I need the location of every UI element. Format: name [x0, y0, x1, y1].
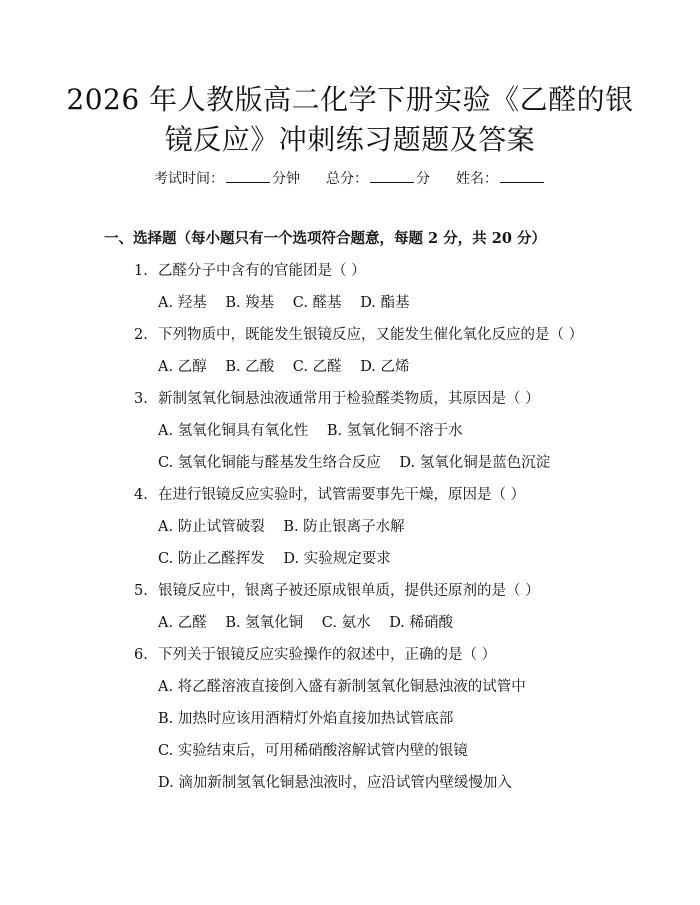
- question-text: 新制氢氧化铜悬浊液通常用于检验醛类物质，其原因是（ ）: [158, 391, 540, 407]
- option-c: C. 防止乙醛挥发: [158, 551, 265, 567]
- question-number: 6.: [134, 647, 148, 663]
- option-b: B. 乙酸: [225, 359, 275, 375]
- question-number: 2.: [134, 327, 148, 343]
- option-d: D. 酯基: [360, 295, 410, 311]
- question-3-options-row-2: [158, 452, 564, 474]
- question-6-option-a: [158, 676, 540, 698]
- question-5-options: [158, 612, 467, 634]
- question-6-option-d: [158, 772, 526, 794]
- option-b: B. 氢氧化铜: [225, 615, 304, 631]
- question-1-options: [158, 292, 424, 314]
- question-text: 下列关于银镜反应实验操作的叙述中，正确的是（ ）: [158, 647, 497, 663]
- question-4-options-row-1: [158, 516, 419, 538]
- question-1: [134, 260, 366, 282]
- option-d: D. 氢氧化铜是蓝色沉淀: [399, 455, 551, 471]
- question-6-option-b: [158, 708, 467, 730]
- total-score-unit: 分: [416, 171, 430, 187]
- option-a: A. 乙醛: [158, 615, 207, 631]
- question-3: [134, 388, 540, 410]
- question-text: 下列物质中，既能发生银镜反应，又能发生催化氧化反应的是（ ）: [158, 327, 584, 343]
- title-line-2: 镜反应》冲刺练习题题及答案: [164, 123, 536, 156]
- option-c: C. 醛基: [292, 295, 342, 311]
- option-a: A. 将乙醛溶液直接倒入盛有新制氢氧化铜悬浊液的试管中: [158, 679, 526, 695]
- option-d: D. 滴加新制氢氧化铜悬浊液时，应沿试管内壁缓慢加入: [158, 775, 512, 791]
- question-number: 5.: [134, 583, 148, 599]
- option-c: C. 实验结束后，可用稀硝酸溶解试管内壁的银镜: [158, 743, 468, 759]
- name-blank: [500, 168, 544, 183]
- option-a: A. 羟基: [158, 295, 207, 311]
- exam-time-unit: 分钟: [272, 171, 300, 187]
- total-score-label: 总分：: [326, 171, 368, 187]
- question-2-options: [158, 356, 424, 378]
- exam-time-field: [154, 168, 300, 189]
- option-b: B. 加热时应该用酒精灯外焰直接加热试管底部: [158, 711, 454, 727]
- option-a: A. 防止试管破裂: [158, 519, 265, 535]
- option-b: B. 氢氧化铜不溶于水: [326, 423, 463, 439]
- question-2: [134, 324, 583, 346]
- question-number: 4.: [134, 487, 148, 503]
- section-title: 一、选择题（每小题只有一个选项符合题意，每题 2 分，共 20 分）: [104, 230, 546, 247]
- option-d: D. 稀硝酸: [389, 615, 454, 631]
- question-text: 乙醛分子中含有的官能团是（ ）: [158, 263, 366, 279]
- question-6-option-c: [158, 740, 482, 762]
- total-score-field: [326, 168, 430, 189]
- option-b: B. 防止银离子水解: [283, 519, 405, 535]
- exam-info: [0, 168, 700, 189]
- question-4: [134, 484, 525, 506]
- exam-time-blank: [226, 168, 270, 183]
- question-text: 在进行银镜反应实验时，试管需要事先干燥，原因是（ ）: [158, 487, 526, 503]
- exam-time-label: 考试时间：: [154, 171, 224, 187]
- option-b: B. 羧基: [225, 295, 275, 311]
- question-number: 3.: [134, 391, 148, 407]
- question-4-options-row-2: [158, 548, 405, 570]
- total-score-blank: [370, 168, 414, 183]
- question-number: 1.: [134, 263, 148, 279]
- option-d: D. 乙烯: [360, 359, 410, 375]
- option-c: C. 乙醛: [292, 359, 342, 375]
- question-6: [134, 644, 496, 666]
- option-a: A. 乙醇: [158, 359, 207, 375]
- option-d: D. 实验规定要求: [283, 551, 391, 567]
- name-label: 姓名：: [456, 171, 498, 187]
- question-3-options-row-1: [158, 420, 477, 442]
- title-line-1: 2026 年人教版高二化学下册实验《乙醛的银: [66, 83, 634, 116]
- question-5: [134, 580, 540, 602]
- option-c: C. 氢氧化铜能与醛基发生络合反应: [158, 455, 381, 471]
- option-a: A. 氢氧化铜具有氧化性: [158, 423, 309, 439]
- name-field: [456, 168, 546, 189]
- option-c: C. 氨水: [321, 615, 371, 631]
- document-title: [60, 80, 640, 160]
- question-text: 银镜反应中，银离子被还原成银单质，提供还原剂的是（ ）: [158, 583, 540, 599]
